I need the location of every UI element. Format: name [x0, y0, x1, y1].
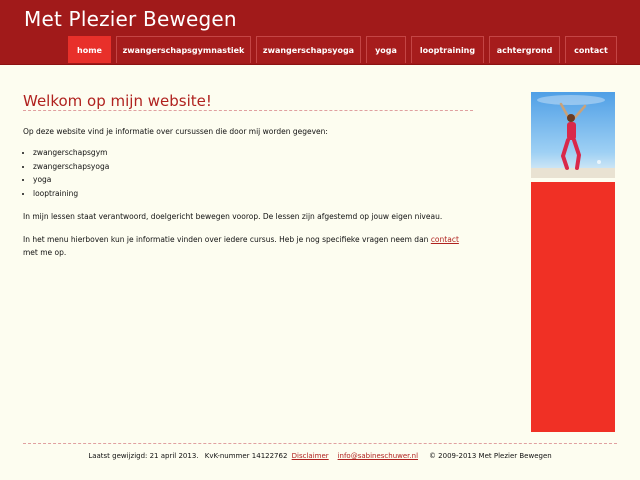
contact-link[interactable]: contact: [430, 235, 459, 244]
nav-item-zwangerschapsgymnastiek[interactable]: zwangerschapsgymnastiek: [116, 36, 251, 63]
lessons-text: In mijn lessen staat verantwoord, doelgericht bewegen voorop. De lessen zijn afgestemd op jouw eigen niveau.: [23, 212, 443, 221]
main-nav: [0, 36, 640, 64]
nav-item-achtergrond[interactable]: achtergrond: [489, 36, 560, 63]
kvk-number: KvK-nummer 14122762: [204, 452, 288, 460]
email-link[interactable]: info@sabineschuwer.nl: [337, 452, 419, 460]
nav-item-home[interactable]: home: [68, 36, 111, 63]
contact-text-after: met me op.: [23, 248, 67, 257]
course-list: [23, 146, 473, 200]
list-item: • yoga: [33, 173, 473, 187]
nav-item-zwangerschapsyoga[interactable]: zwangerschapsyoga: [256, 36, 361, 63]
intro-text: Op deze website vind je informatie over cursussen die door mij worden gegeven:: [23, 127, 328, 136]
site-title: Met Plezier Bewegen: [24, 7, 237, 31]
last-modified: Laatst gewijzigd: 21 april 2013.: [88, 452, 199, 460]
site-footer: [0, 452, 640, 460]
nav-item-contact[interactable]: contact: [565, 36, 617, 63]
nav-item-yoga[interactable]: yoga: [366, 36, 406, 63]
side-color-block: [531, 182, 615, 432]
list-item: • looptraining: [33, 187, 473, 201]
copyright: © 2009-2013 Met Plezier Bewegen: [428, 452, 552, 460]
site-header: [0, 0, 640, 65]
nav-item-looptraining[interactable]: looptraining: [411, 36, 484, 63]
main-content: [23, 92, 473, 259]
contact-text-before: In het menu hierboven kun je informatie vinden over iedere cursus. Heb je nog specifieke vragen neem dan: [23, 235, 431, 244]
list-item: • zwangerschapsgym: [33, 146, 473, 160]
footer-divider: [23, 443, 617, 444]
yoga-photo: [531, 92, 615, 178]
yoga-photo-image: [531, 92, 615, 178]
list-item: • zwangerschapsyoga: [33, 160, 473, 174]
contact-text: [23, 233, 473, 259]
disclaimer-link[interactable]: Disclaimer: [291, 452, 329, 460]
page-heading: Welkom op mijn website!: [23, 92, 473, 111]
